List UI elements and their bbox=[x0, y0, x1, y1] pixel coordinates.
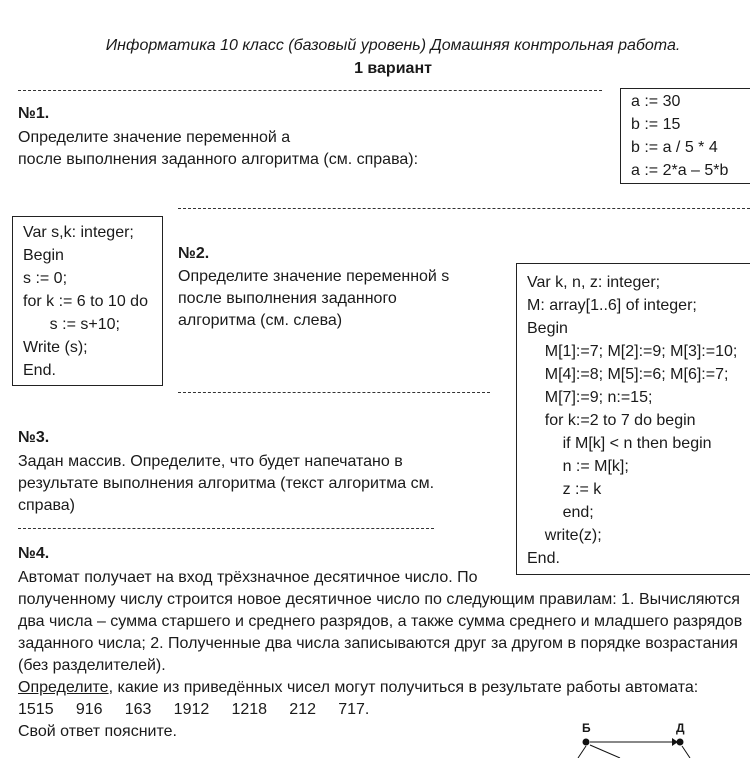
code-line: End. bbox=[23, 362, 56, 379]
code-line: z := k bbox=[527, 481, 602, 498]
code-line: M: array[1..6] of integer; bbox=[527, 297, 697, 314]
task2-text-line: Определите значение переменной s bbox=[178, 268, 450, 285]
task4-numbers: 1515 916 163 1912 1218 212 717. bbox=[18, 701, 370, 718]
task1-code-box bbox=[620, 88, 750, 184]
code-line: for k := 6 to 10 do bbox=[23, 293, 148, 310]
task4-text-line: полученному числу строится новое десятичное число по следующим правилам: 1. Вычисляются bbox=[18, 591, 740, 608]
node-label-b: Б bbox=[582, 721, 591, 735]
task1-text bbox=[18, 127, 418, 171]
variant-label: 1 вариант bbox=[354, 60, 432, 77]
code-line: Begin bbox=[23, 247, 64, 264]
separator-top bbox=[18, 90, 602, 91]
arrow-head-d bbox=[672, 738, 678, 746]
task4-number: №4. bbox=[18, 545, 50, 562]
separator-task3-bottom bbox=[18, 528, 434, 529]
task2-text-line: алгоритма (см. слева) bbox=[178, 312, 343, 329]
code-line: M[1]:=7; M[2]:=9; M[3]:=10; bbox=[527, 343, 738, 360]
task4-text bbox=[18, 567, 750, 743]
task3-text-line: Задан массив. Определите, что будет напечатано в bbox=[18, 453, 403, 470]
task3-code-box bbox=[516, 263, 750, 575]
task2-code-box bbox=[12, 216, 163, 386]
task3-text-line: результате выполнения алгоритма (текст алгоритма см. bbox=[18, 475, 435, 492]
code-line: Write (s); bbox=[23, 339, 88, 356]
question-rest: , какие из приведённых чисел могут получиться в результате работы автомата: bbox=[108, 679, 699, 696]
task4-text-line: Автомат получает на вход трёхзначное десятичное число. По bbox=[18, 569, 478, 586]
task2-text bbox=[178, 266, 449, 332]
code-line: if M[k] < n then begin bbox=[527, 435, 712, 452]
task4-text-line: заданного числа; 2. Полученные два числа записываются друг за другом в порядке возрастания bbox=[18, 635, 738, 652]
task2-text-line: после выполнения заданного bbox=[178, 290, 397, 307]
node-b bbox=[583, 739, 590, 746]
graph-figure bbox=[560, 718, 720, 758]
document-title: Информатика 10 класс (базовый уровень) Домашняя контрольная работа. bbox=[105, 37, 681, 54]
task1-number: №1. bbox=[18, 105, 50, 122]
task2-number: №2. bbox=[178, 245, 210, 262]
code-line: b := 15 bbox=[631, 116, 681, 133]
code-line: end; bbox=[527, 504, 594, 521]
question-underlined-word: Определите bbox=[18, 679, 109, 696]
task3-text-line: справа) bbox=[18, 497, 76, 514]
code-line: Var k, n, z: integer; bbox=[527, 274, 661, 291]
task4-text-line: (без разделителей). bbox=[18, 657, 166, 674]
task3-text bbox=[18, 451, 434, 517]
code-line: M[4]:=8; M[5]:=6; M[6]:=7; bbox=[527, 366, 729, 383]
separator-task2 bbox=[178, 208, 750, 209]
task4-text-line: два числа – сумма старшего и среднего разрядов, а также сумма среднего и младшего разрядов bbox=[18, 613, 743, 630]
task4-question bbox=[18, 677, 750, 699]
code-line: a := 30 bbox=[631, 93, 681, 110]
node-label-d: Д bbox=[676, 721, 685, 735]
code-line: s := s+10; bbox=[23, 316, 120, 333]
code-line: b := a / 5 * 4 bbox=[631, 139, 718, 156]
code-line: write(z); bbox=[527, 527, 602, 544]
code-line: n := M[k]; bbox=[527, 458, 629, 475]
separator-task2-bottom bbox=[178, 392, 490, 393]
task3-number: №3. bbox=[18, 429, 50, 446]
task4-explain: Свой ответ поясните. bbox=[18, 723, 177, 740]
code-line: Var s,k: integer; bbox=[23, 224, 134, 241]
code-line: Begin bbox=[527, 320, 568, 337]
code-line: a := 2*a – 5*b bbox=[631, 162, 729, 179]
edge-b-down bbox=[578, 746, 586, 758]
code-line: End. bbox=[527, 550, 560, 567]
code-line: s := 0; bbox=[23, 270, 68, 287]
task1-text-line: Определите значение переменной a bbox=[18, 129, 291, 146]
code-line: for k:=2 to 7 do begin bbox=[527, 412, 696, 429]
code-line: M[7]:=9; n:=15; bbox=[527, 389, 653, 406]
edge-b-diag bbox=[590, 745, 620, 758]
task1-text-line: после выполнения заданного алгоритма (см. справа): bbox=[18, 151, 419, 168]
edge-d-down bbox=[682, 746, 690, 758]
